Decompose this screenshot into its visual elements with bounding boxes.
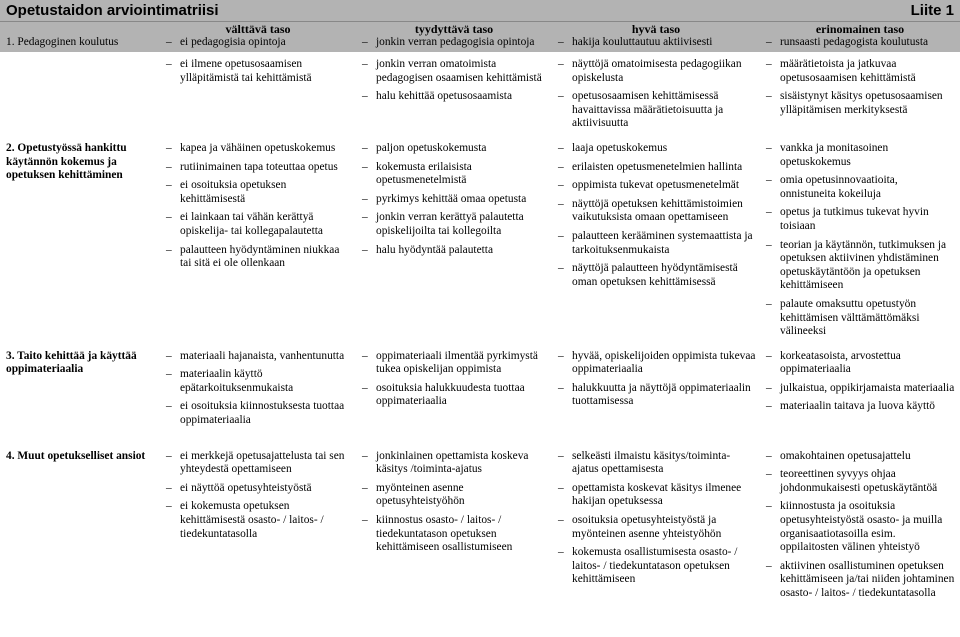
dash-bullet: – bbox=[558, 349, 564, 362]
list-item bbox=[766, 239, 956, 293]
matrix-row bbox=[0, 136, 960, 344]
criterion-name bbox=[0, 52, 160, 136]
dash-bullet: – bbox=[558, 229, 564, 242]
item-text: omia opetusinnovaatioita, onnistuneita kokeiluja bbox=[780, 174, 898, 200]
list-item bbox=[166, 482, 352, 496]
list-item bbox=[558, 198, 756, 225]
dash-bullet: – bbox=[558, 381, 564, 394]
dash-bullet: – bbox=[558, 197, 564, 210]
dash-bullet: – bbox=[166, 36, 172, 48]
list-item bbox=[766, 560, 956, 601]
dash-bullet: – bbox=[166, 141, 172, 154]
item-text: halu kehittää opetusosaamista bbox=[376, 90, 513, 103]
list-item bbox=[362, 161, 548, 188]
item-text: pyrkimys kehittää omaa opetusta bbox=[376, 192, 527, 205]
list-item bbox=[766, 468, 956, 495]
header-corner bbox=[0, 22, 160, 36]
list-item bbox=[362, 58, 548, 85]
list-item bbox=[766, 174, 956, 201]
list-item bbox=[558, 179, 756, 193]
item-text: runsaasti pedagogista koulutusta bbox=[780, 36, 929, 48]
list-item bbox=[558, 90, 756, 131]
item-text: opettamista koskevat käsitys ilmenee hakijan opetuksessa bbox=[572, 481, 742, 508]
dash-bullet: – bbox=[166, 449, 172, 462]
list-item bbox=[362, 514, 548, 555]
item-text: palaute omaksuttu opetustyön kehittämisen välttämättömäksi välineeksi bbox=[780, 297, 920, 338]
list-item bbox=[166, 58, 352, 85]
list-item bbox=[166, 350, 352, 364]
list-item bbox=[558, 450, 756, 477]
dash-bullet: – bbox=[766, 559, 772, 572]
item-text: myönteinen asenne opetusyhteistyöhön bbox=[376, 481, 465, 508]
list-item bbox=[766, 382, 956, 396]
dash-bullet: – bbox=[558, 546, 564, 559]
dash-bullet: – bbox=[166, 211, 172, 224]
list-item bbox=[362, 244, 548, 258]
dash-bullet: – bbox=[362, 349, 368, 362]
item-text: kiinnostus osasto- / laitos- / tiedekuntatason opetuksen kehittämiseen osallistumiseen bbox=[376, 514, 513, 554]
item-text: kokemusta erilaisista opetusmenetelmistä bbox=[376, 160, 472, 187]
item-text: teoreettinen syvyys ohjaa johdonmukaisesti opetuskäytäntöä bbox=[780, 468, 938, 494]
item-text: näyttöjä palautteen hyödyntämisestä oman opetuksen kehittämisessä bbox=[572, 262, 738, 288]
item-text: ei ilmene opetusosaamisen ylläpitämistä tai kehittämistä bbox=[180, 58, 312, 84]
level-cell bbox=[356, 52, 552, 136]
list-item bbox=[766, 450, 956, 464]
dash-bullet: – bbox=[362, 381, 368, 394]
list-item bbox=[558, 546, 756, 587]
dash-bullet: – bbox=[766, 206, 772, 219]
title-bar bbox=[0, 0, 960, 22]
item-text: ei lainkaan tai vähän kerättyä opiskelija- tai kollegapalautetta bbox=[180, 211, 323, 237]
list-item bbox=[766, 400, 956, 414]
item-text: jonkin verran kerättyä palautetta opiskelijoilta tai kollegoilta bbox=[376, 211, 524, 237]
column-header: hyvä taso bbox=[552, 22, 760, 36]
item-text: ei kokemusta opetuksen kehittämisestä osasto- / laitos- / tiedekuntatasolla bbox=[180, 500, 324, 540]
criterion-name: 1. Pedagoginen koulutus bbox=[0, 36, 160, 52]
dash-bullet: – bbox=[362, 141, 368, 154]
level-cell bbox=[160, 344, 356, 444]
list-item bbox=[766, 350, 956, 377]
list-item bbox=[558, 350, 756, 377]
item-text: teorian ja käytännön, tutkimuksen ja opetuksen aktiivinen yhdistäminen opetuskäytäntöön ja opetuksen kehittämiseen bbox=[780, 238, 947, 292]
item-text: laaja opetuskokemus bbox=[572, 141, 668, 154]
list-item bbox=[558, 161, 756, 175]
matrix-row bbox=[0, 52, 960, 136]
item-text: korkeatasoista, arvostettua oppimateriaalia bbox=[780, 349, 901, 376]
list-item bbox=[166, 142, 352, 156]
dash-bullet: – bbox=[766, 400, 772, 413]
dash-bullet: – bbox=[166, 368, 172, 381]
item-text: vankka ja monitasoinen opetuskokemus bbox=[780, 141, 889, 168]
list-item bbox=[362, 211, 548, 238]
matrix-body bbox=[0, 36, 960, 630]
item-text: ei osoituksia kiinnostuksesta tuottaa oppimateriaalia bbox=[180, 400, 345, 427]
dash-bullet: – bbox=[766, 381, 772, 394]
list-item bbox=[166, 161, 352, 175]
item-text: palautteen kerääminen systemaattista ja tarkoituksenmukaista bbox=[572, 229, 753, 256]
list-item bbox=[766, 90, 956, 117]
column-header: erinomainen taso bbox=[760, 22, 960, 36]
item-text: näyttöjä omatoimisesta pedagogiikan opiskelusta bbox=[572, 58, 742, 84]
matrix-row bbox=[0, 444, 960, 630]
dash-bullet: – bbox=[766, 141, 772, 154]
dash-bullet: – bbox=[362, 90, 368, 103]
item-text: osoituksia halukkuudesta tuottaa oppimateriaalia bbox=[376, 381, 525, 408]
item-text: ei merkkejä opetusajattelusta tai sen yhteydestä opettamiseen bbox=[180, 449, 345, 476]
list-item bbox=[558, 58, 756, 85]
list-item bbox=[362, 482, 548, 509]
criterion-name: 2. Opetustyössä hankittu käytännön kokemus ja opetuksen kehittäminen bbox=[6, 141, 127, 182]
level-cell bbox=[760, 36, 960, 52]
list-item bbox=[558, 262, 756, 289]
list-item bbox=[766, 36, 956, 50]
document-title: Opetustaidon arviointimatriisi bbox=[6, 2, 219, 19]
dash-bullet: – bbox=[362, 36, 368, 48]
level-cell bbox=[552, 444, 760, 630]
dash-bullet: – bbox=[166, 481, 172, 494]
item-text: halu hyödyntää palautetta bbox=[376, 243, 494, 256]
dash-bullet: – bbox=[766, 238, 772, 251]
dash-bullet: – bbox=[766, 297, 772, 310]
criterion-name: 3. Taito kehittää ja käyttää oppimateriaalia bbox=[6, 349, 137, 376]
dash-bullet: – bbox=[766, 500, 772, 513]
level-cell bbox=[356, 444, 552, 630]
list-item bbox=[166, 450, 352, 477]
item-text: sisäistynyt käsitys opetusosaamisen ylläpitämisen merkityksestä bbox=[780, 90, 943, 116]
dash-bullet: – bbox=[558, 58, 564, 70]
item-text: oppimateriaali ilmentää pyrkimystä tukea opiskelijan oppimista bbox=[376, 349, 538, 376]
level-cell bbox=[160, 36, 356, 52]
level-cell bbox=[552, 136, 760, 344]
dash-bullet: – bbox=[362, 514, 368, 527]
dash-bullet: – bbox=[166, 58, 172, 70]
dash-bullet: – bbox=[558, 514, 564, 527]
matrix-row bbox=[0, 344, 960, 444]
item-text: materiaalin käyttö epätarkoituksenmukaista bbox=[180, 368, 294, 394]
dash-bullet: – bbox=[558, 262, 564, 275]
matrix-row bbox=[0, 36, 960, 52]
list-item bbox=[166, 400, 352, 427]
list-item bbox=[362, 350, 548, 377]
list-item bbox=[558, 382, 756, 409]
list-item bbox=[766, 142, 956, 169]
level-cell bbox=[760, 52, 960, 136]
level-cell bbox=[760, 444, 960, 630]
level-cell bbox=[160, 136, 356, 344]
item-text: määrätietoista ja jatkuvaa opetusosaamisen kehittämistä bbox=[780, 58, 916, 84]
dash-bullet: – bbox=[558, 179, 564, 192]
dash-bullet: – bbox=[362, 192, 368, 205]
item-text: oppimista tukevat opetusmenetelmät bbox=[572, 179, 740, 192]
dash-bullet: – bbox=[362, 481, 368, 494]
list-item bbox=[166, 368, 352, 395]
item-text: kokemusta osallistumisesta osasto- / laitos- / tiedekuntatason opetuksen kehittämiseen bbox=[572, 546, 738, 586]
item-text: ei pedagogisia opintoja bbox=[180, 36, 286, 48]
item-text: selkeästi ilmaistu käsitys/toiminta-ajatus opettamisesta bbox=[572, 449, 731, 476]
attachment-label: Liite 1 bbox=[910, 2, 954, 19]
matrix-header-row bbox=[0, 22, 960, 36]
item-text: erilaisten opetusmenetelmien hallinta bbox=[572, 160, 743, 173]
list-item bbox=[766, 206, 956, 233]
dash-bullet: – bbox=[558, 36, 564, 48]
column-header: välttävä taso bbox=[160, 22, 356, 36]
item-text: julkaistua, oppikirjamaista materiaalia bbox=[780, 381, 955, 394]
item-text: näyttöjä opetuksen kehittämistoimien vaikutuksista omaan opettamiseen bbox=[572, 197, 743, 224]
list-item bbox=[766, 500, 956, 554]
list-item bbox=[362, 36, 548, 50]
list-item bbox=[166, 36, 352, 50]
item-text: rutiinimainen tapa toteuttaa opetus bbox=[180, 160, 338, 173]
item-text: opetusosaamisen kehittämisessä havaittavissa määrätietoisuutta ja aktiivisuutta bbox=[572, 90, 724, 130]
item-text: jonkin verran omatoimista pedagogisen osaamisen kehittämistä bbox=[376, 58, 542, 84]
dash-bullet: – bbox=[362, 58, 368, 70]
list-item bbox=[558, 482, 756, 509]
dash-bullet: – bbox=[166, 243, 172, 256]
list-item bbox=[766, 298, 956, 339]
item-text: kiinnostusta ja osoituksia opetusyhteistyöstä osasto- ja muilla organisaatiotasoilla esim. oppilaitosten välinen yhteistyö bbox=[780, 500, 943, 554]
dash-bullet: – bbox=[766, 36, 772, 48]
list-item bbox=[558, 230, 756, 257]
dash-bullet: – bbox=[166, 500, 172, 513]
list-item bbox=[166, 211, 352, 238]
list-item bbox=[558, 142, 756, 156]
item-text: ei osoituksia opetuksen kehittämisestä bbox=[180, 179, 287, 205]
item-text: materiaali hajanaista, vanhentunutta bbox=[180, 349, 345, 362]
item-text: hyvää, opiskelijoiden oppimista tukevaa oppimateriaalia bbox=[572, 349, 756, 376]
dash-bullet: – bbox=[558, 90, 564, 103]
dash-bullet: – bbox=[166, 349, 172, 362]
item-text: osoituksia opetusyhteistyöstä ja myönteinen asenne yhteistyöhön bbox=[572, 514, 722, 540]
level-cell bbox=[356, 344, 552, 444]
dash-bullet: – bbox=[362, 449, 368, 462]
dash-bullet: – bbox=[166, 400, 172, 413]
dash-bullet: – bbox=[558, 449, 564, 462]
dash-bullet: – bbox=[558, 481, 564, 494]
level-cell bbox=[552, 36, 760, 52]
dash-bullet: – bbox=[766, 58, 772, 70]
item-text: opetus ja tutkimus tukevat hyvin toisiaan bbox=[780, 206, 929, 232]
level-cell bbox=[552, 344, 760, 444]
item-text: halukkuutta ja näyttöjä oppimateriaalin tuottamisessa bbox=[572, 381, 751, 408]
dash-bullet: – bbox=[766, 349, 772, 362]
list-item bbox=[558, 36, 756, 50]
item-text: hakija kouluttautuu aktiivisesti bbox=[572, 36, 713, 48]
dash-bullet: – bbox=[166, 160, 172, 173]
list-item bbox=[362, 193, 548, 207]
item-text: materiaalin taitava ja luova käyttö bbox=[780, 400, 935, 413]
level-cell bbox=[356, 36, 552, 52]
list-item bbox=[362, 142, 548, 156]
dash-bullet: – bbox=[766, 449, 772, 462]
level-cell bbox=[160, 444, 356, 630]
dash-bullet: – bbox=[362, 211, 368, 224]
dash-bullet: – bbox=[766, 90, 772, 103]
dash-bullet: – bbox=[362, 243, 368, 256]
list-item bbox=[558, 514, 756, 541]
dash-bullet: – bbox=[166, 179, 172, 192]
dash-bullet: – bbox=[766, 174, 772, 187]
level-cell bbox=[760, 136, 960, 344]
criterion-name: 4. Muut opetukselliset ansiot bbox=[6, 449, 146, 462]
item-text: kapea ja vähäinen opetuskokemus bbox=[180, 141, 336, 154]
column-header: tyydyttävä taso bbox=[356, 22, 552, 36]
dash-bullet: – bbox=[558, 160, 564, 173]
list-item bbox=[362, 450, 548, 477]
dash-bullet: – bbox=[558, 141, 564, 154]
item-text: omakohtainen opetusajattelu bbox=[780, 449, 911, 462]
item-text: jonkin verran pedagogisia opintoja bbox=[376, 36, 535, 48]
item-text: ei näyttöä opetusyhteistyöstä bbox=[180, 481, 312, 494]
list-item bbox=[166, 244, 352, 271]
list-item bbox=[362, 90, 548, 104]
list-item bbox=[166, 500, 352, 541]
item-text: paljon opetuskokemusta bbox=[376, 141, 487, 154]
level-cell bbox=[552, 52, 760, 136]
level-cell bbox=[160, 52, 356, 136]
item-text: jonkinlainen opettamista koskeva käsitys /toiminta-ajatus bbox=[376, 449, 529, 476]
level-cell bbox=[760, 344, 960, 444]
level-cell bbox=[356, 136, 552, 344]
assessment-matrix bbox=[0, 22, 960, 630]
item-text: aktiivinen osallistuminen opetuksen kehittämiseen ja/tai niiden johtaminen osasto- / laitos- / tiedekuntatasolla bbox=[780, 559, 955, 600]
dash-bullet: – bbox=[362, 160, 368, 173]
list-item bbox=[166, 179, 352, 206]
dash-bullet: – bbox=[766, 468, 772, 481]
list-item bbox=[766, 58, 956, 85]
item-text: palautteen hyödyntäminen niukkaa tai sitä ei ole ollenkaan bbox=[180, 243, 340, 270]
list-item bbox=[362, 382, 548, 409]
